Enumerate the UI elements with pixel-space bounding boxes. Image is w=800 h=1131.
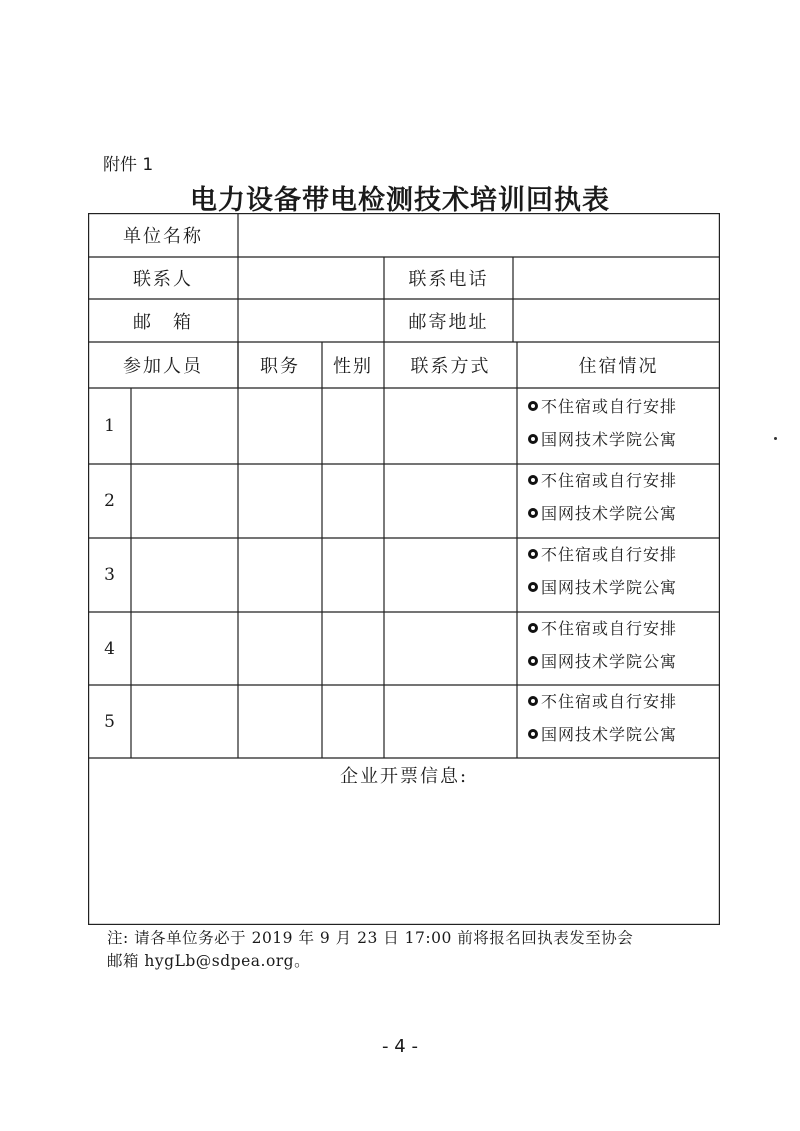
participant-name-field[interactable] xyxy=(132,686,237,757)
row-number: 5 xyxy=(104,711,115,732)
accommodation-header: 住宿情况 xyxy=(578,356,659,377)
participant-name-field[interactable] xyxy=(132,613,237,684)
row-number: 3 xyxy=(104,565,115,585)
org-name-label: 单位名称 xyxy=(123,226,203,247)
radio-icon xyxy=(528,508,538,518)
row-number: 1 xyxy=(104,416,115,436)
position-header: 职务 xyxy=(260,356,300,377)
accommodation-option-apartment[interactable]: 国网技术学院公寓 xyxy=(528,501,677,524)
accommodation-option-apartment[interactable]: 国网技术学院公寓 xyxy=(528,649,677,672)
mail-address-field[interactable] xyxy=(514,300,718,341)
footnote-line: 注: 请各单位务必于 2019 年 9 月 23 日 17:00 前将报名回执表发至协会 xyxy=(107,929,634,947)
invoice-info-field[interactable] xyxy=(90,791,718,921)
participant-name-field[interactable] xyxy=(132,465,237,537)
registration-form xyxy=(88,213,720,925)
page-title: 电力设备带电检测技术培训回执表 xyxy=(190,185,610,216)
radio-icon xyxy=(528,582,538,592)
radio-icon xyxy=(528,696,538,706)
participants-header: 参加人员 xyxy=(123,356,203,377)
mail-address-label: 邮寄地址 xyxy=(408,311,489,333)
accommodation-option-none[interactable]: 不住宿或自行安排 xyxy=(528,616,677,639)
accommodation-option-apartment[interactable]: 国网技术学院公寓 xyxy=(528,427,677,450)
gender-header: 性别 xyxy=(333,356,373,377)
accommodation-option-none[interactable]: 不住宿或自行安排 xyxy=(528,689,677,712)
radio-icon xyxy=(528,656,538,666)
row-number: 2 xyxy=(104,491,115,511)
participant-name-field[interactable] xyxy=(132,389,237,463)
radio-icon xyxy=(528,401,538,411)
radio-icon xyxy=(528,623,538,633)
contact-phone-field[interactable] xyxy=(514,258,718,298)
invoice-info-label: 企业开票信息: xyxy=(339,766,469,787)
radio-icon xyxy=(528,549,538,559)
accommodation-option-apartment[interactable]: 国网技术学院公寓 xyxy=(528,722,677,745)
email-label: 邮 箱 xyxy=(133,311,193,333)
contact-person-label: 联系人 xyxy=(133,269,193,290)
contact-person-field[interactable] xyxy=(239,258,383,298)
scan-speck xyxy=(774,437,777,440)
org-name-field[interactable] xyxy=(239,214,718,256)
footnote xyxy=(107,927,727,973)
accommodation-option-none[interactable]: 不住宿或自行安排 xyxy=(528,468,677,491)
accommodation-option-none[interactable]: 不住宿或自行安排 xyxy=(528,394,677,417)
row-number: 4 xyxy=(104,638,115,659)
radio-icon xyxy=(528,434,538,444)
page-number: - 4 - xyxy=(382,1036,418,1057)
footnote-line: 邮箱 hygLb@sdpea.org。 xyxy=(107,952,311,970)
radio-icon xyxy=(528,729,538,739)
accommodation-option-none[interactable]: 不住宿或自行安排 xyxy=(528,542,677,565)
attachment-label: 附件 1 xyxy=(103,155,154,175)
participant-name-field[interactable] xyxy=(132,539,237,611)
email-field[interactable] xyxy=(239,300,383,341)
accommodation-option-apartment[interactable]: 国网技术学院公寓 xyxy=(528,575,677,598)
contact-method-header: 联系方式 xyxy=(410,356,491,377)
radio-icon xyxy=(528,475,538,485)
contact-phone-label: 联系电话 xyxy=(408,269,489,290)
